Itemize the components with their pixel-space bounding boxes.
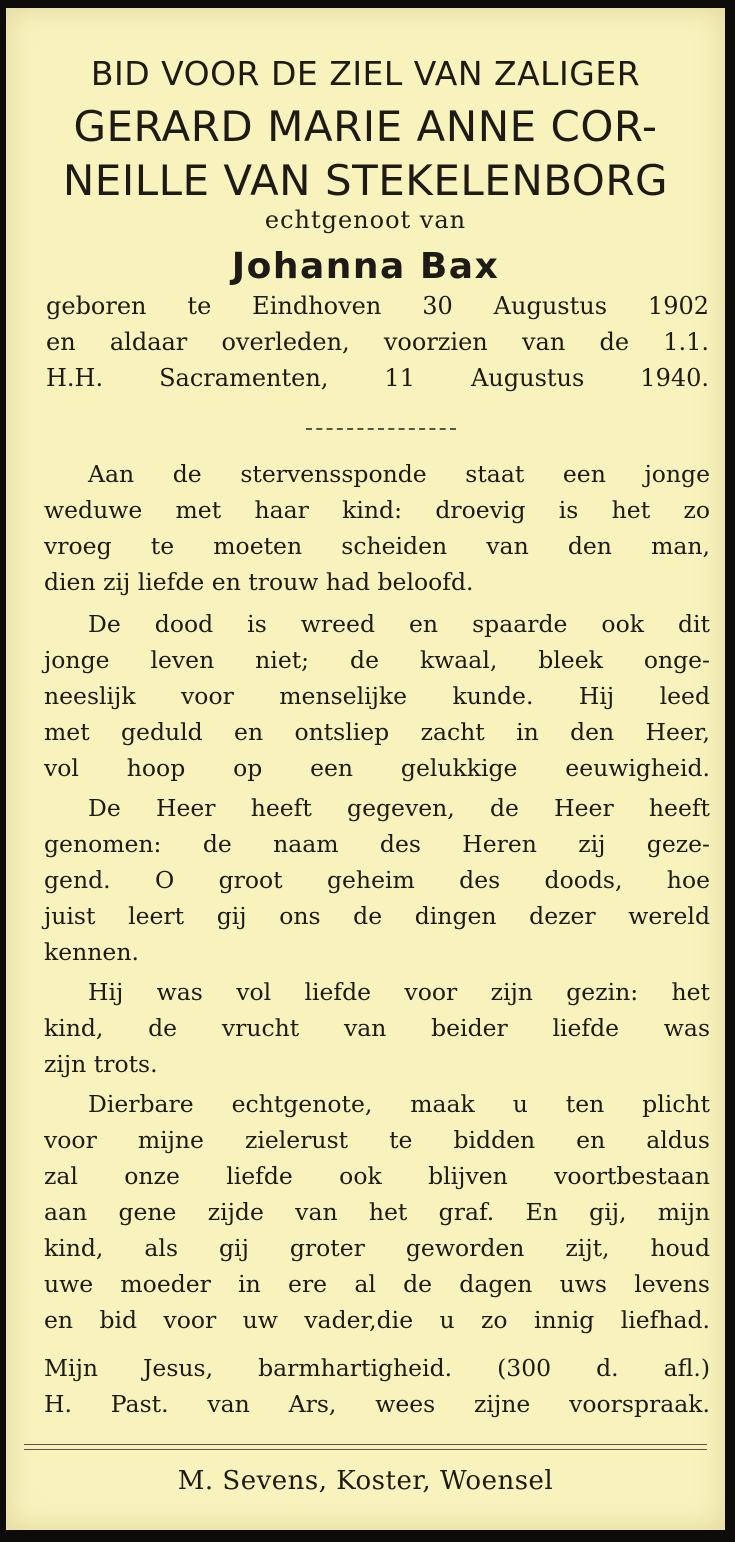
text-line: gend. O groot geheim des doods, hoe [44, 866, 710, 894]
text-line: voor mijne zielerust te bidden en aldus [44, 1126, 710, 1154]
prayer-heading: BID VOOR DE ZIEL VAN ZALIGER [90, 54, 641, 93]
memorial-card [6, 8, 725, 1530]
text-line: De dood is wreed en spaarde ook dit [88, 610, 710, 638]
footer-rule [24, 1444, 707, 1450]
text-line: Hij was vol liefde voor zijn gezin: het [88, 978, 710, 1006]
text-line: neeslijk voor menselijke kunde. Hij leed [44, 682, 710, 710]
text-line: uwe moeder in ere al de dagen uws levens [44, 1270, 710, 1298]
text-line: vol hoop op een gelukkige eeuwigheid. [44, 754, 710, 782]
text-line: kennen. [44, 938, 139, 966]
text-line: kind, de vrucht van beider liefde was [44, 1014, 710, 1042]
text-line: juist leert gij ons de dingen dezer wereld [44, 902, 710, 930]
text-line: met geduld en ontsliep zacht in den Heer, [44, 718, 710, 746]
text-line: dien zij liefde en trouw had beloofd. [44, 568, 474, 596]
text-line: aan gene zijde van het graf. En gij, mijn [44, 1198, 710, 1226]
text-line: De Heer heeft gegeven, de Heer heeft [88, 794, 710, 822]
birth-line: geboren te Eindhoven 30 Augustus 1902 [46, 292, 709, 320]
text-line: Dierbare echtgenote, maak u ten plicht [88, 1090, 710, 1118]
deceased-name-line-1: GERARD MARIE ANNE COR- [73, 102, 658, 151]
text-line: vroeg te moeten scheiden van den man, [44, 532, 710, 560]
spouse-label: echtgenoot van [264, 206, 467, 234]
birth-line: H.H. Sacramenten, 11 Augustus 1940. [46, 364, 709, 392]
spouse-name: Johanna Bax [231, 246, 500, 287]
birth-line: en aldaar overleden, voorzien van de 1.1. [46, 328, 709, 356]
deceased-name-line-2: NEILLE VAN STEKELENBORG [62, 156, 669, 205]
indulgence-line: H. Past. van Ars, wees zijne voorspraak. [44, 1390, 710, 1418]
text-line: zal onze liefde ook blijven voortbestaan [44, 1162, 710, 1190]
text-line: Aan de stervenssponde staat een jonge [88, 460, 710, 488]
indulgence-line: Mijn Jesus, barmhartigheid. (300 d. afl.) [44, 1354, 710, 1382]
text-line: en bid voor uw vader,die u zo innig liefhad. [44, 1306, 710, 1334]
text-line: kind, als gij groter geworden zijt, houd [44, 1234, 710, 1262]
text-line: zijn trots. [44, 1050, 158, 1078]
text-line: jonge leven niet; de kwaal, bleek onge- [44, 646, 710, 674]
printer-credit: M. Sevens, Koster, Woensel [177, 1466, 554, 1496]
text-line: weduwe met haar kind: droevig is het zo [44, 496, 710, 524]
ornamental-divider [306, 428, 456, 430]
text-line: genomen: de naam des Heren zij geze- [44, 830, 710, 858]
